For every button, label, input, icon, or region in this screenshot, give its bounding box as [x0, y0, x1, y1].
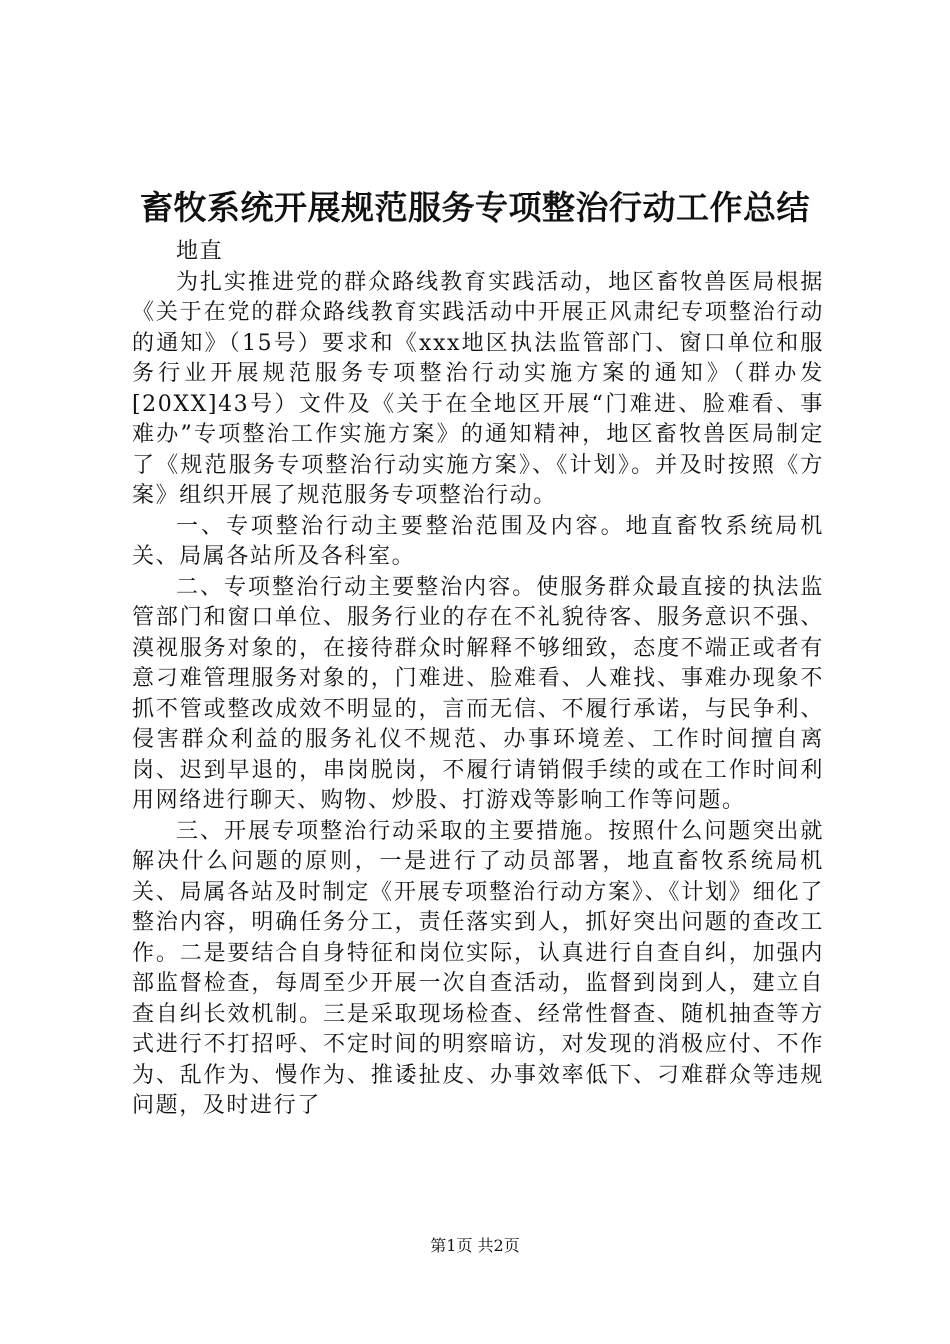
paragraph-section-3: 三、开展专项整治行动采取的主要措施。按照什么问题突出就解决什么问题的原则，一是进行了动员部署，地直畜牧系统局机关、局属各站及时制定《开展专项整治行动方案》、《计划》细化了整治内容，明确任务分工，责任落实到人，抓好突出问题的查改工作。二是要结合自身特征和岗位实际，认真进行自查自纠，加强内部监督检查，每周至少开展一次自查活动，监督到岗到人，建立自查自纠长效机制。三是采取现场检查、经常性督查、随机抽查等方式进行不打招呼、不定时间的明察暗访，对发现的消极应付、不作为、乱作为、慢作为、推诿扯皮、办事效率低下、刁难群众等违规问题，及时进行了	[132, 818, 824, 1118]
author-line: 地直	[176, 239, 224, 264]
paragraph-section-2: 二、专项整治行动主要整治内容。使服务群众最直接的执法监管部门和窗口单位、服务行业的存在不礼貌待客、服务意识不强、漠视服务对象的，在接待群众时解释不够细致，态度不端正或者有意刁难管理服务对象的，门难进、脸难看、人难找、事难办现象不抓不管或整改成效不明显的，言而无信、不履行承诺，与民争利、侵害群众利益的服务礼仪不规范、办事环境差、工作时间擅自离岗、迟到早退的，串岗脱岗，不履行请销假手续的或在工作时间利用网络进行聊天、购物、炒股、打游戏等影响工作等问题。	[132, 574, 824, 813]
paragraph-intro: 为扎实推进党的群众路线教育实践活动，地区畜牧兽医局根据《关于在党的群众路线教育实践活动中开展正风肃纪专项整治行动的通知》（15号）要求和《xxx地区执法监管部门、窗口单位和服务行业开展规范服务专项整治行动实施方案的通知》（群办发[20XX]43号）文件及《关于在全地区开展“门难进、脸难看、事难办”专项整治工作实施方案》的通知精神，地区畜牧兽医局制定了《规范服务专项整治行动实施方案》、《计划》。并及时按照《方案》组织开展了规范服务专项整治行动。	[132, 269, 824, 508]
paragraph-section-1: 一、专项整治行动主要整治范围及内容。地直畜牧系统局机关、局属各站所及各科室。	[132, 513, 824, 569]
page-footer: 第1页 共2页	[430, 1236, 520, 1255]
document-body	[132, 237, 824, 1122]
document-title: 畜牧系统开展规范服务专项整治行动工作总结	[140, 188, 810, 227]
